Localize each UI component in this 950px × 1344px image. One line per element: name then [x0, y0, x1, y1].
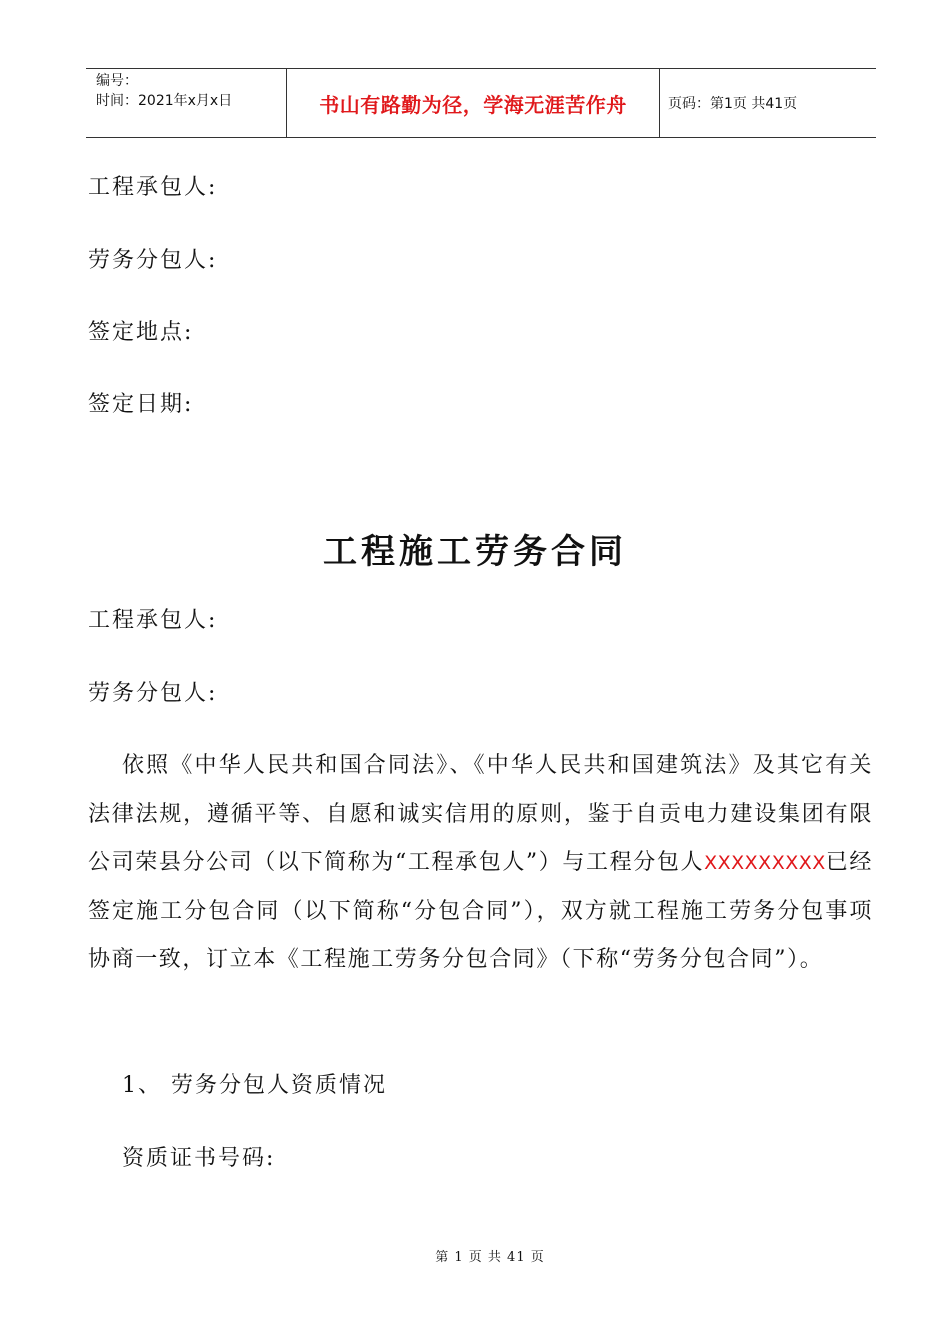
- subcontractor-placeholder: XXXXXXXXX: [704, 852, 826, 875]
- section-1-heading: 1、 劳务分包人资质情况: [122, 1073, 387, 1098]
- page-footer: 第 1 页 共 41 页: [435, 1250, 545, 1265]
- time-label: 时间：2021年x月x日: [96, 93, 233, 109]
- cert-number-label: 资质证书号码:: [122, 1146, 276, 1171]
- cover-place-label: 签定地点:: [88, 320, 194, 345]
- preamble-text-part2: 已经签定施工分包合同（以下简称“分包合同”），双方就工程施工劳务分包事项协商一致，订立本《工程施工劳务分包合同》（下称“劳务分包合同”）。: [88, 850, 873, 973]
- preamble-paragraph: [88, 742, 873, 985]
- preamble-text-part1: 依照《中华人民共和国合同法》、《中华人民共和国建筑法》及其它有关法律法规，遵循平等、自愿和诚实信用的原则，鉴于自贡电力建设集团有限公司荣县分公司（以下简称为“工程承包人”）与工程分包人: [88, 753, 873, 876]
- cover-date-label: 签定日期:: [88, 392, 194, 417]
- number-label: 编号：: [96, 73, 138, 89]
- cover-subcontractor-label: 劳务分包人:: [88, 248, 218, 273]
- cover-contractor-label: 工程承包人:: [88, 175, 218, 200]
- header-motto: 书山有路勤为径，学海无涯苦作舟: [287, 69, 660, 137]
- party-subcontractor-label: 劳务分包人:: [88, 681, 218, 706]
- page-header: [86, 68, 876, 138]
- document-title: 工程施工劳务合同: [323, 532, 627, 572]
- header-meta: [86, 69, 287, 137]
- party-contractor-label: 工程承包人:: [88, 608, 218, 633]
- header-page-info: 页码：第1页 共41页: [668, 96, 798, 112]
